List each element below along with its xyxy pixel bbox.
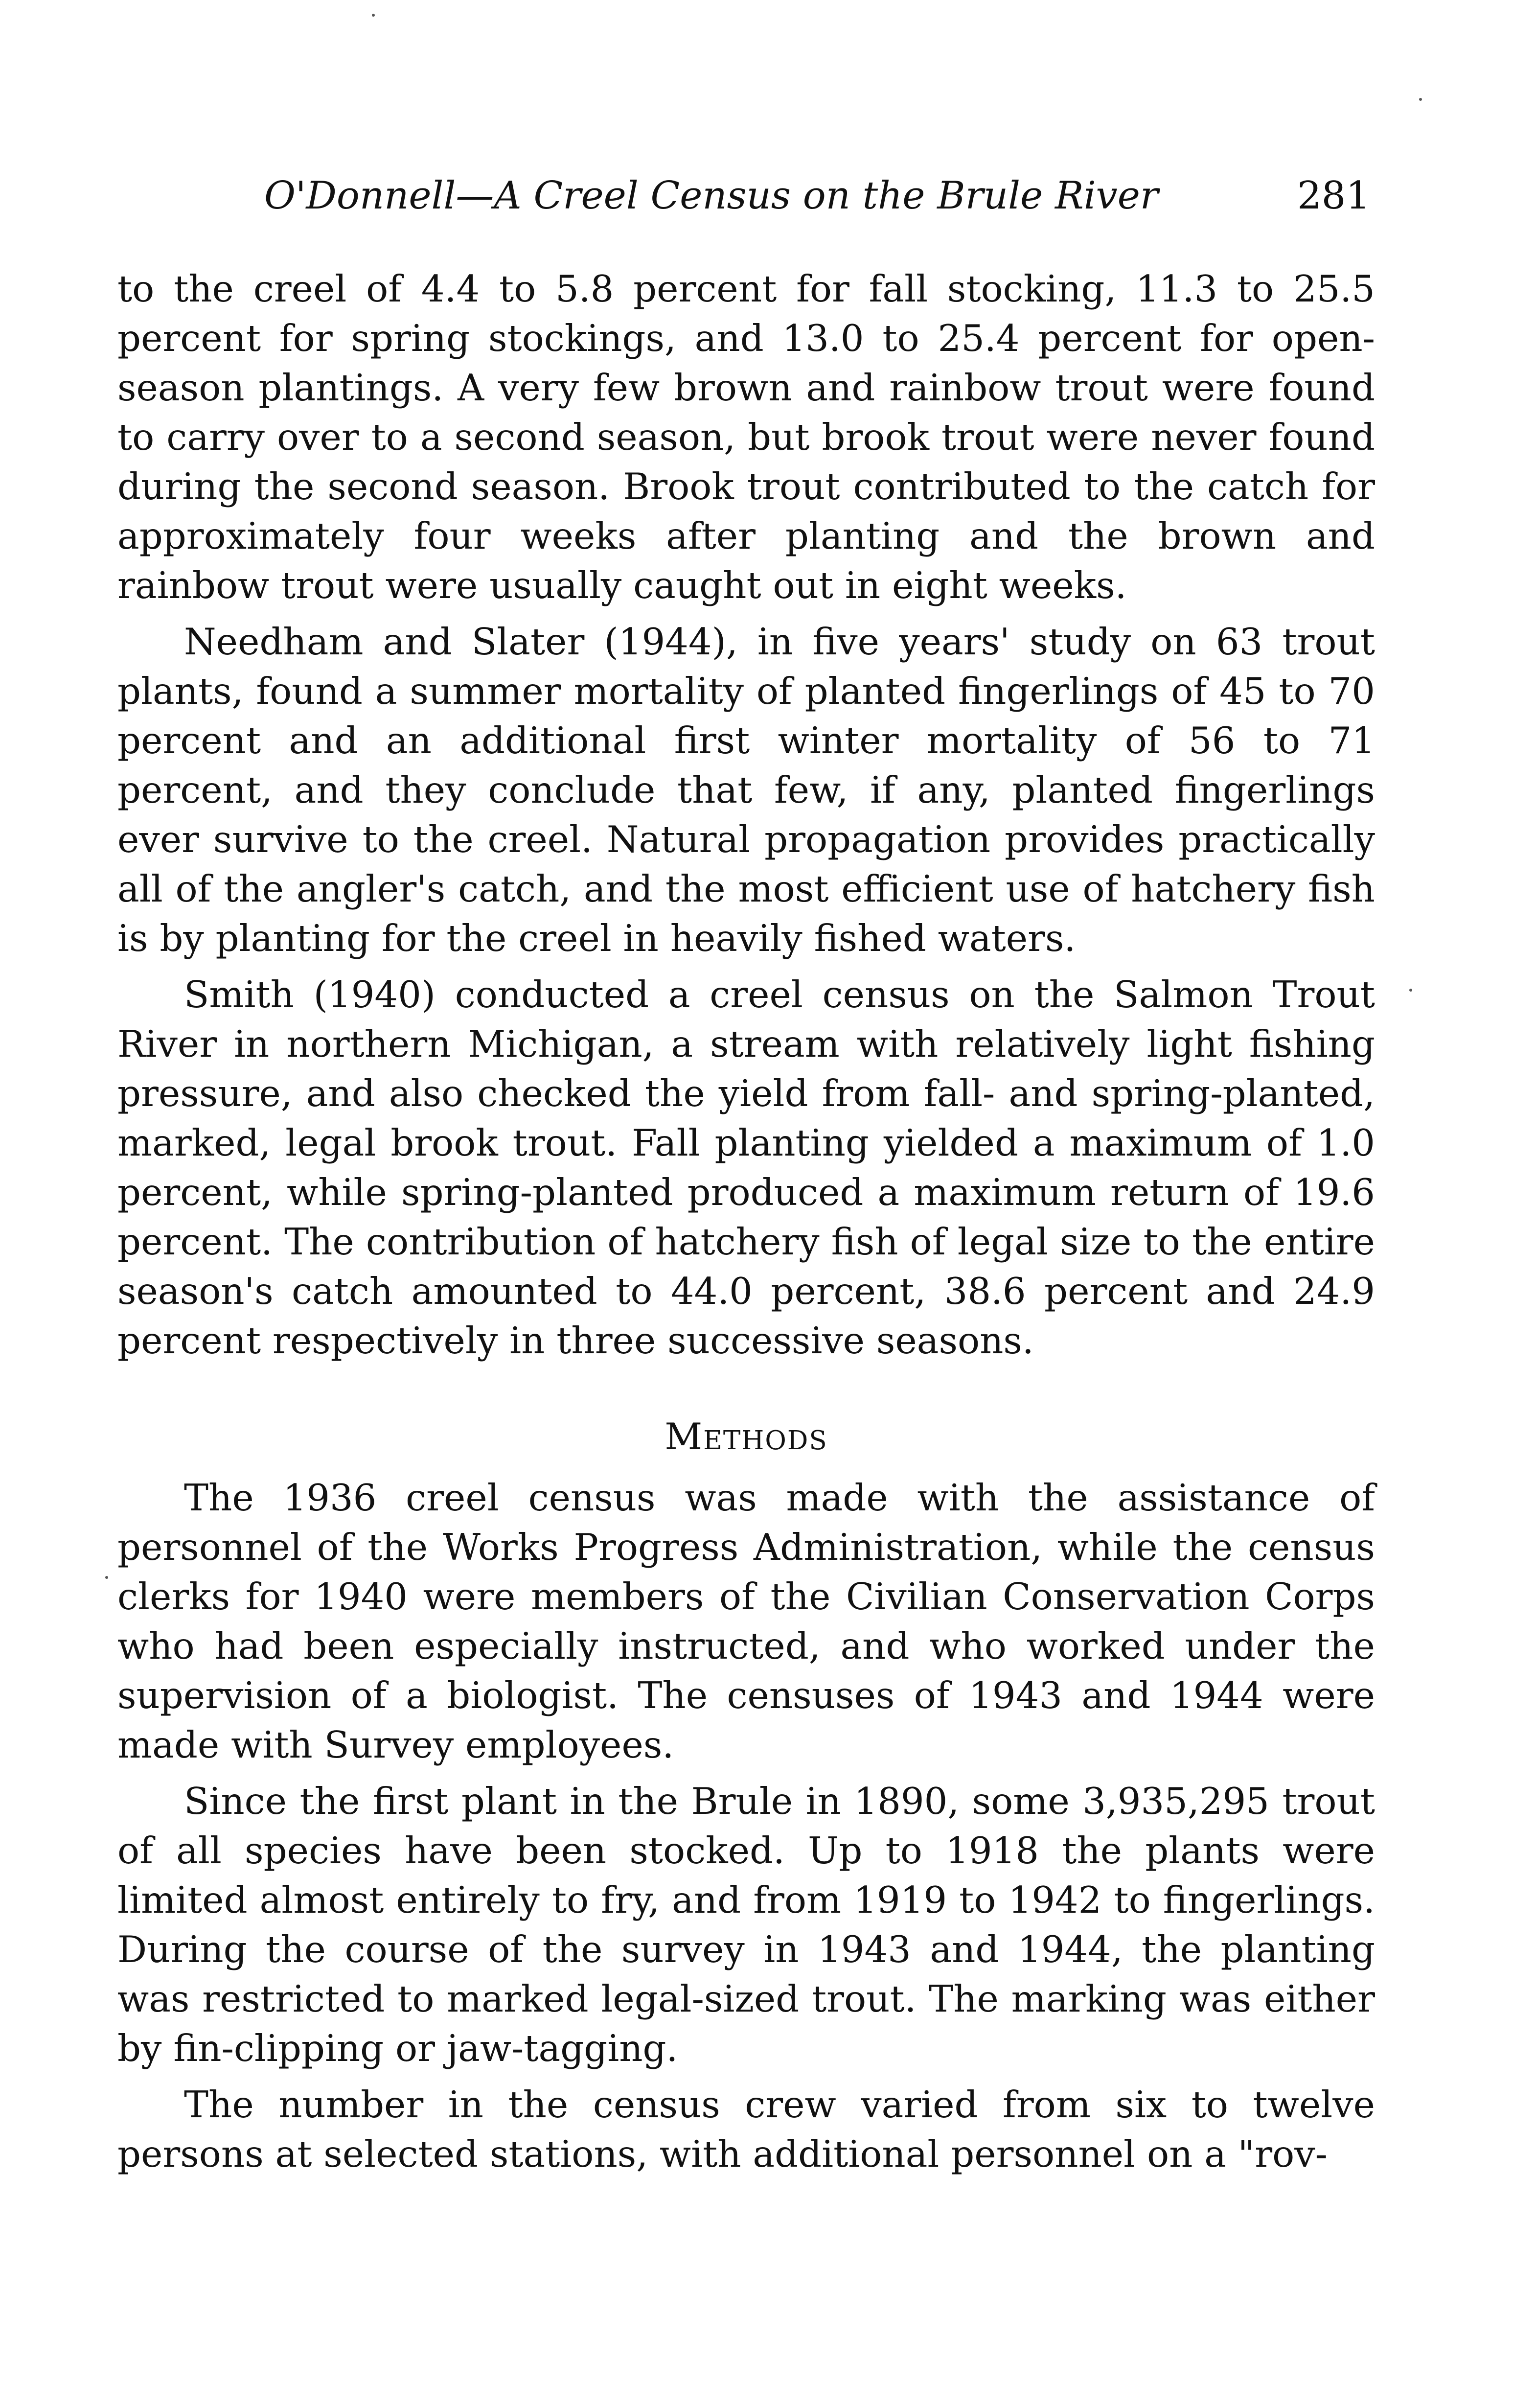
paragraph-smith: Smith (1940) conducted a creel census on the Salmon Trout River in northern Michigan, a stream with relatively light fishing pressure, and also checked the yield from fall- and spring-planted, marked, legal brook trout. Fall planting yielded a maximum of 1.0 percent, while spring-planted produced a maximum return of 19.6 percent. The contribution of hatchery fish of legal size to the entire season's catch amounted to 44.0 percent, 38.6 percent and 24.9 percent respectively in three successive seasons.	[117, 973, 1375, 1362]
print-speck	[1419, 98, 1422, 101]
paragraph-methods-census: The 1936 creel census was made with the assistance of personnel of the Works Progress Administration, while the census clerks for 1940 were members of the Civilian Conservation Corps who had been especially instructed, and who worked under the supervision of a biologist. The censuses of 1943 and 1944 were made with Survey employees.	[117, 1476, 1375, 1766]
page-header	[264, 166, 1370, 225]
print-speck	[105, 1576, 108, 1579]
paragraph-continuation: to the creel of 4.4 to 5.8 percent for fall stocking, 11.3 to 25.5 percent for spring stockings, and 13.0 to 25.4 percent for open-season plantings. A very few brown and rainbow trout were found to carry over to a second season, but brook trout were never found during the second season. Brook trout contributed to the catch for approximately four weeks after planting and the brown and rainbow trout were usually caught out in eight weeks.	[117, 267, 1375, 607]
print-speck	[1409, 989, 1412, 992]
body-text	[117, 264, 1375, 2179]
running-title: O'Donnell—A Creel Census on the Brule River	[264, 174, 1159, 218]
paragraph-methods-stocking: Since the first plant in the Brule in 1890, some 3,935,295 trout of all species have been stocked. Up to 1918 the plants were limited almost entirely to fry, and from 1919 to 1942 to fingerlings. During the course of the survey in 1943 and 1944, the planting was restricted to marked legal-sized trout. The marking was either by fin-clipping or jaw-tagging.	[117, 1780, 1375, 2070]
print-speck	[372, 14, 375, 17]
methods-heading: Methods	[665, 1415, 828, 1458]
paragraph-methods-crew: The number in the census crew varied from six to twelve persons at selected stations, with additional personnel on a "rov-	[117, 2083, 1375, 2176]
page-number: 281	[1297, 174, 1370, 218]
paragraph-needham-slater: Needham and Slater (1944), in five years' study on 63 trout plants, found a summer mortality of planted fingerlings of 45 to 70 percent and an additional first winter mortality of 56 to 71 percent, and they conclude that few, if any, planted fingerlings ever survive to the creel. Natural propagation provides practically all of the angler's catch, and the most efficient use of hatchery fish is by planting for the creel in heavily fished waters.	[117, 620, 1375, 960]
